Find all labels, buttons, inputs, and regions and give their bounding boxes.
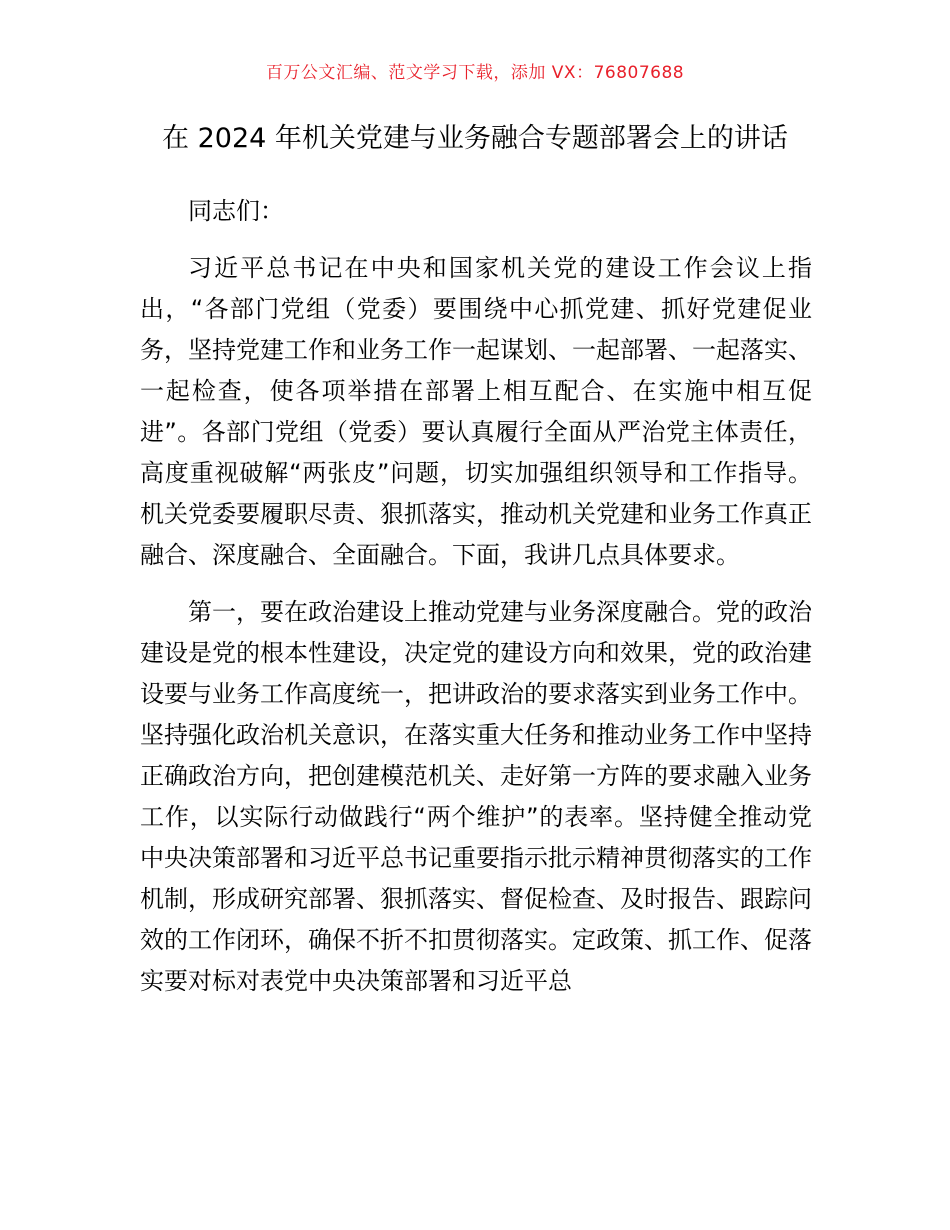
document-title: 在 2024 年机关党建与业务融合专题部署会上的讲话 bbox=[162, 123, 788, 154]
document-body bbox=[140, 191, 812, 1018]
paragraph-point-one: 第一，要在政治建设上推动党建与业务深度融合。党的政治建设是党的根本性建设，决定党的建设方向和效果，党的政治建设要与业务工作高度统一，把讲政治的要求落实到业务工作中。坚持强化政治机关意识，在落实重大任务和推动业务工作中坚持正确政治方向，把创建模范机关、走好第一方阵的要求融入业务工作，以实际行动做践行“两个维护”的表率。坚持健全推动党中央决策部署和习近平总书记重要指示批示精神贯彻落实的工作机制，形成研究部署、狠抓落实、督促检查、及时报告、跟踪问效的工作闭环，确保不折不扣贯彻落实。定政策、抓工作、促落实要对标对表党中央决策部署和习近平总 bbox=[140, 598, 812, 995]
header-watermark: 百万公文汇编、范文学习下载，添加 VX：76807688 bbox=[265, 63, 685, 83]
paragraph-intro: 习近平总书记在中央和国家机关党的建设工作会议上指出，“各部门党组（党委）要围绕中心抓党建、抓好党建促业务，坚持党建工作和业务工作一起谋划、一起部署、一起落实、一起检查，使各项举措在部署上相互配合、在实施中相互促进”。各部门党组（党委）要认真履行全面从严治党主体责任，高度重视破解“两张皮”问题，切实加强组织领导和工作指导。机关党委要履职尽责、狠抓落实，推动机关党建和业务工作真正融合、深度融合、全面融合。下面，我讲几点具体要求。 bbox=[140, 254, 812, 569]
salutation: 同志们： bbox=[188, 197, 284, 225]
